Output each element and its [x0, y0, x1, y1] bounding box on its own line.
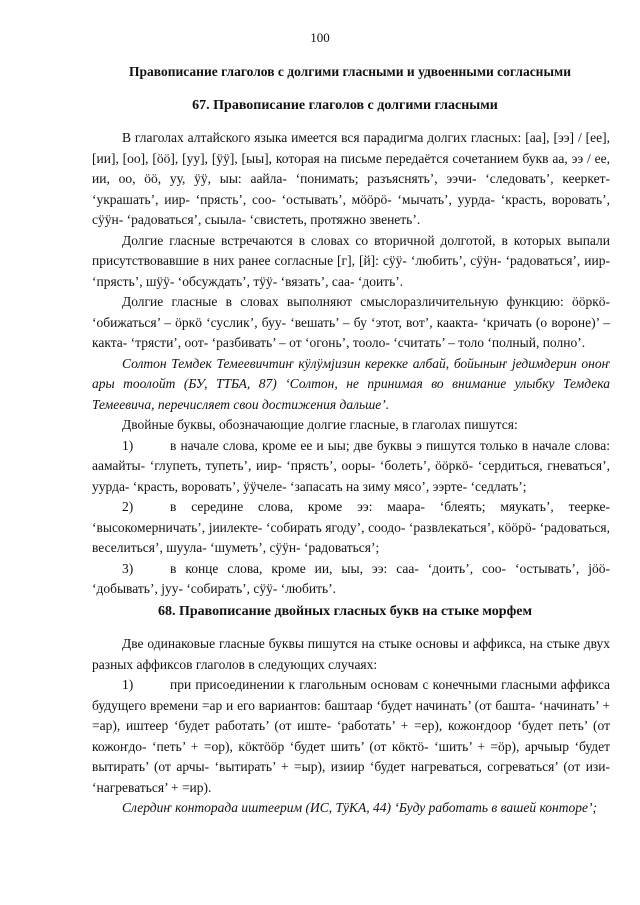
paragraph: Долгие гласные встречаются в словах со вторичной долготой, в которых выпали присутствовавшие в них ранее согласные [г], [й]: сÿÿ- ‘любить’, сÿÿн- ‘радоваться’, иир- ‘прясть’, шÿÿ- ‘обсуждать’, тÿÿ- ‘вязать’, саа- ‘доить’. [92, 232, 610, 289]
list-item [92, 497, 610, 559]
list-number: 1) [122, 437, 134, 453]
subsection-67-title: 67. Правописание глаголов с долгими гласными [192, 98, 498, 113]
subsection-68-body [92, 634, 610, 819]
list-text: в конце слова, кроме ии, ыы, ээ: саа- ‘доить’, соо- ‘остывать’, jöö- ‘добывать’, jуу- ‘собирать’, сÿÿ- ‘любить’. [92, 560, 610, 596]
list-number: 1) [122, 677, 134, 692]
list-number: 3) [122, 560, 134, 576]
section-title: Правописание глаголов с долгими гласными и удвоенными согласными [129, 64, 571, 79]
subsection-67-body [92, 128, 610, 600]
paragraph: Долгие гласные в словах выполняют смыслоразличительную функцию: ööркö- ‘обижаться’ – öркö ‘суслик’, буу- ‘вешать’ – бу ‘этот, вот’, каакта- ‘кричать (о вороне)’ – какта- ‘трясти’, оот- ‘разбивать’ – от ‘огонь’, тооло- ‘считать’ – толо ‘полный, полно’. [92, 294, 610, 350]
paragraph: Двойные буквы, обозначающие долгие гласные, в глаголах пишутся: [122, 417, 518, 432]
list-item [92, 675, 610, 798]
example-paragraph: Солтон Темдек Темеевичтиҥ кÿлÿмjизин керекке албай, бойыныҥ jедимдерин оноҥ ары тоолойт (БУ, ТТБА, 87) ‘Солтон, не принимая во внимание улыбку Темдека Темеевича, перечисляет свои достижения дальше’. [92, 355, 610, 412]
subsection-68-title: 68. Правописание двойных гласных букв на стыке морфем [157, 604, 532, 619]
list-text: в середине слова, кроме ээ: маара- ‘блеять; мяукать’, теерке- ‘высокомерничать’, jиилекте- ‘собирать ягоду’, соодо- ‘развлекаться’, кööрö- ‘радоваться, веселиться’, шуула- ‘шуметь’, сÿÿн- ‘радоваться’; [92, 499, 610, 555]
list-number: 2) [122, 499, 134, 514]
list-text: в начале слова, кроме ее и ыы; две буквы э пишутся только в начале слова: аамайты- ‘глупеть, тупеть’, иир- ‘прясть’, ооры- ‘болеть’, ööркö- ‘сердиться, гневаться’, уурда- ‘красть, воровать’, ÿÿчеле- ‘запасать на зиму мясо’, ээрте- ‘седлать’; [92, 437, 610, 494]
list-text: при присоединении к глагольным основам с конечными гласными аффикса будущего времени =ар и его вариантов: баштаар ‘будет начинать’ (от башта- ‘начинать’ + =ар), иштеер ‘будет работать’ (от иште- ‘работать’ + =ер), кожоҥдоор ‘будет петь’ (от кожоҥдо- ‘петь’ + =ор), кöктööр ‘будет шить’ (от кöктö- ‘шить’ + =öр), арчыыр ‘будет вытирать’ (от арчы- ‘вытирать’ + =ыр), изиир ‘будет нагреваться, согреваться’ (от изи- ‘нагреваться’ + =ир). [92, 677, 610, 795]
paragraph: В глаголах алтайского языка имеется вся парадигма долгих гласных: [аа], [ээ] / [ее], [ии], [оо], [öö], [уу], [ÿÿ], [ыы], которая на письме передаётся сочетанием букв аа, ээ / ее, ии, оо, öö, уу, ÿÿ, ыы: аайла- ‘понимать; разъяснять’, ээчи- ‘следовать’, кееркет- ‘украшать’, иир- ‘прясть’, соо- ‘остывать’, мööрö- ‘мычать’, уурда- ‘красть, воровать’, сÿÿн- ‘радоваться’, сыыла- ‘свистеть, протяжно звенеть’. [92, 130, 610, 227]
list-item [92, 436, 610, 498]
paragraph: Две одинаковые гласные буквы пишутся на стыке основы и аффикса, на стыке двух разных аффиксов глаголов в следующих случаях: [92, 636, 610, 672]
example-paragraph: Слердиҥ конторада иштеерим (ИС, ТÿКА, 44) ‘Буду работать в вашей конторе’; [122, 800, 597, 815]
page-number: 100 [310, 30, 330, 45]
list-item [92, 559, 610, 600]
